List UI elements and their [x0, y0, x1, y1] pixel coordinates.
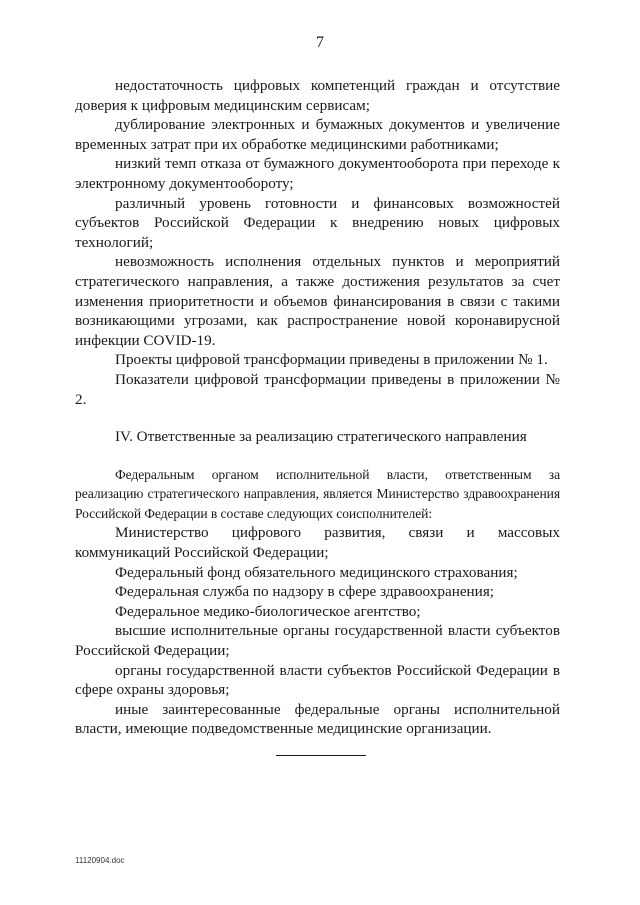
- page-number: 7: [316, 34, 324, 51]
- document-body: [75, 76, 560, 739]
- paragraph: Показатели цифровой трансформации приведены в приложении № 2.: [75, 370, 560, 408]
- paragraph: Федеральным органом исполнительной власти, ответственным за реализацию стратегического направления, является Министерство здравоохранения Российской Федерации в составе следующих соисполнителей:: [75, 466, 560, 521]
- paragraph: недостаточность цифровых компетенций граждан и отсутствие доверия к цифровым медицинским сервисам;: [75, 77, 560, 114]
- paragraph: Федеральная служба по надзору в сфере здравоохранения;: [115, 583, 495, 601]
- paragraph: Федеральный фонд обязательного медицинского страхования;: [115, 563, 518, 581]
- paragraph: иные заинтересованные федеральные органы исполнительной власти, имеющие подведомственные медицинские организации.: [75, 700, 560, 738]
- paragraph: невозможность исполнения отдельных пунктов и мероприятий стратегического направления, а также достижения результатов за счет изменения приоритетности и объемов финансирования в связи с такими возникающими угрозами, как распространение новой коронавирусной инфекции COVID-19.: [75, 253, 560, 349]
- section-heading: IV. Ответственные за реализацию стратегического направления: [115, 428, 527, 446]
- end-divider: [276, 755, 366, 756]
- paragraph: Министерство цифрового развития, связи и массовых коммуникаций Российской Федерации;: [75, 524, 560, 562]
- paragraph: органы государственной власти субъектов Российской Федерации в сфере охраны здоровья;: [75, 661, 560, 699]
- paragraph: низкий темп отказа от бумажного документооборота при переходе к электронному документообороту;: [75, 155, 560, 192]
- paragraph: Проекты цифровой трансформации приведены в приложении № 1.: [115, 351, 548, 369]
- document-code: 11120904.doc: [75, 856, 125, 865]
- paragraph: различный уровень готовности и финансовых возможностей субъектов Российской Федерации к внедрению новых цифровых технологий;: [75, 194, 560, 251]
- paragraph: Федеральное медико-биологическое агентство;: [115, 602, 421, 620]
- paragraph: высшие исполнительные органы государственной власти субъектов Российской Федерации;: [75, 622, 560, 660]
- paragraph: дублирование электронных и бумажных документов и увеличение временных затрат при их обработке медицинскими работниками;: [75, 116, 560, 153]
